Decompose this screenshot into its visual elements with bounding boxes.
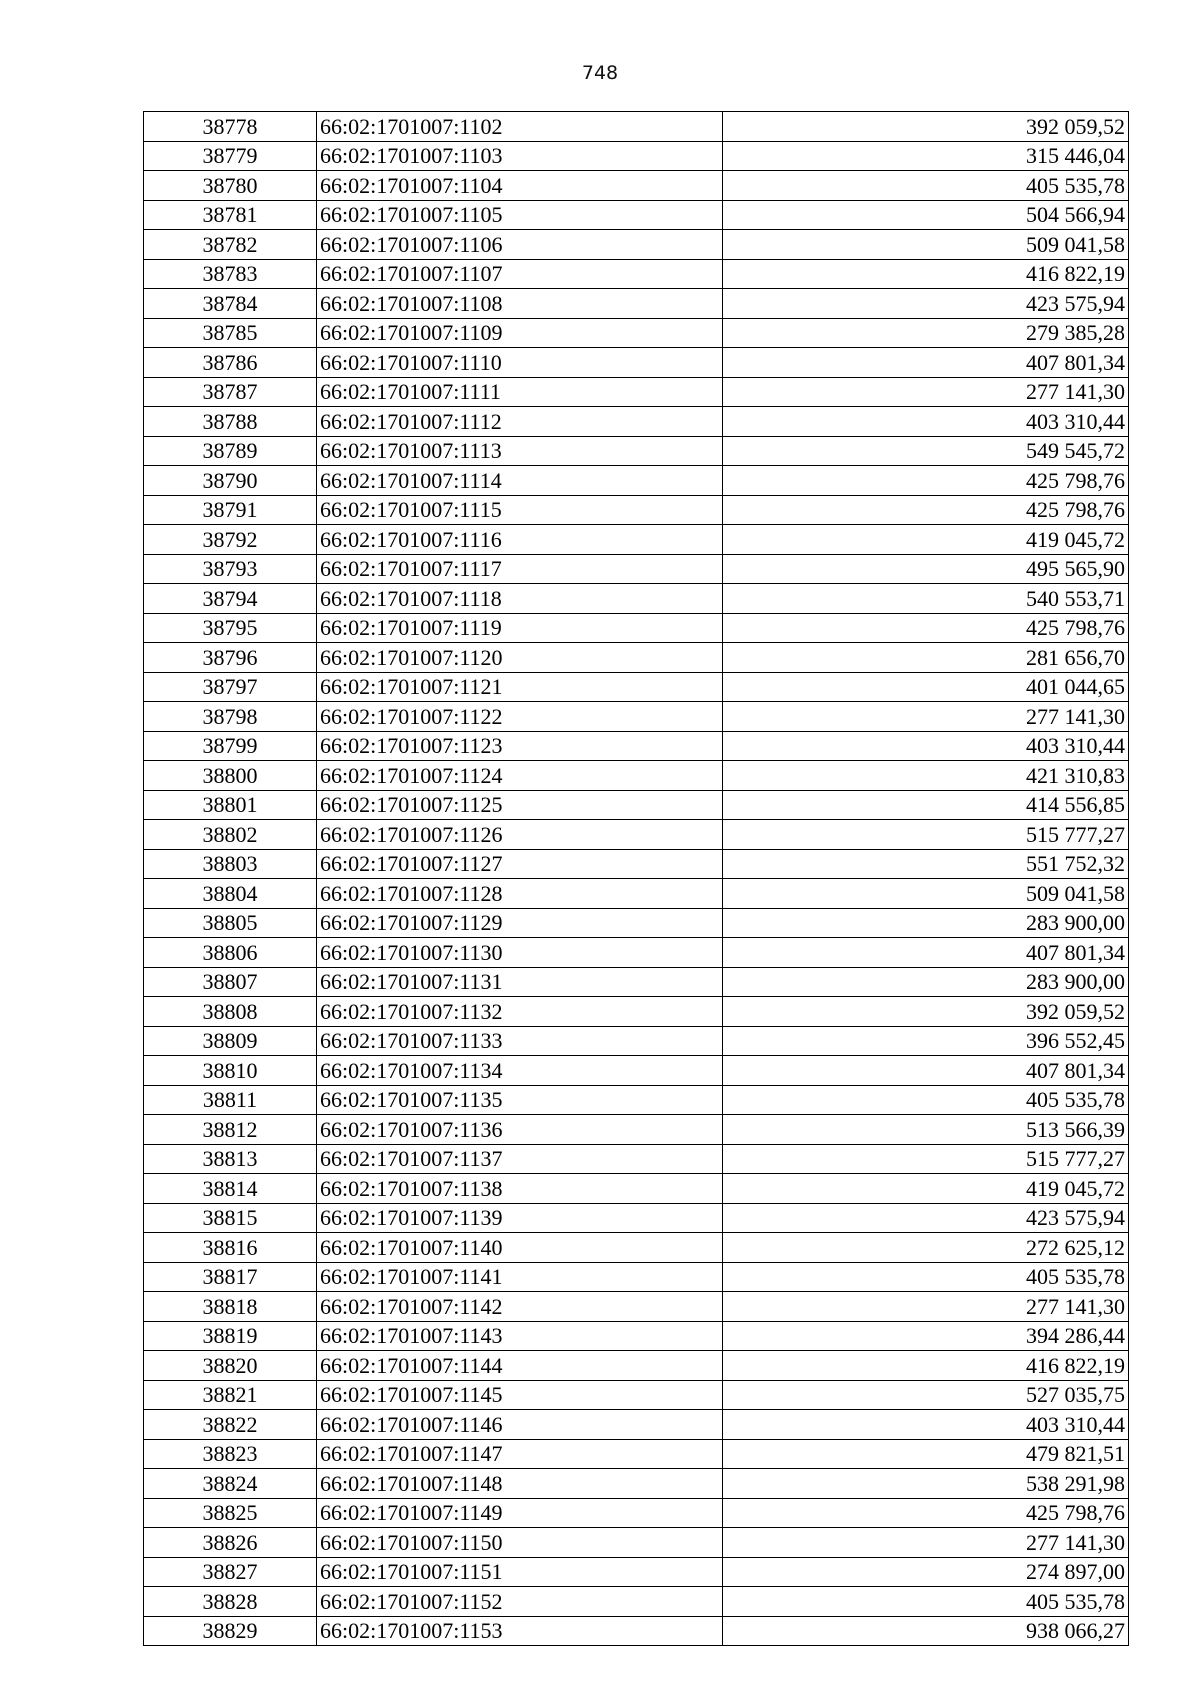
cadastral-value-table (143, 111, 1129, 1646)
cadastral-value-cell: 274 897,00 (723, 1557, 1129, 1587)
cadastral-number-cell: 66:02:1701007:1116 (317, 525, 723, 555)
cadastral-number-cell: 66:02:1701007:1127 (317, 849, 723, 879)
cadastral-value-cell: 938 066,27 (723, 1616, 1129, 1646)
cadastral-value-cell: 277 141,30 (723, 377, 1129, 407)
table-row (144, 554, 1129, 584)
cadastral-number-cell: 66:02:1701007:1110 (317, 348, 723, 378)
row-number-cell: 38821 (144, 1380, 317, 1410)
cadastral-number-cell: 66:02:1701007:1145 (317, 1380, 723, 1410)
table-row (144, 1203, 1129, 1233)
row-number-cell: 38801 (144, 790, 317, 820)
table-row (144, 643, 1129, 673)
cadastral-value-cell: 277 141,30 (723, 1292, 1129, 1322)
row-number-cell: 38779 (144, 141, 317, 171)
cadastral-value-cell: 423 575,94 (723, 1203, 1129, 1233)
row-number-cell: 38802 (144, 820, 317, 850)
cadastral-number-cell: 66:02:1701007:1102 (317, 112, 723, 142)
cadastral-value-cell: 425 798,76 (723, 613, 1129, 643)
row-number-cell: 38808 (144, 997, 317, 1027)
cadastral-value-cell: 423 575,94 (723, 289, 1129, 319)
row-number-cell: 38783 (144, 259, 317, 289)
cadastral-number-cell: 66:02:1701007:1113 (317, 436, 723, 466)
table-row (144, 1115, 1129, 1145)
cadastral-value-cell: 416 822,19 (723, 259, 1129, 289)
cadastral-value-cell: 515 777,27 (723, 820, 1129, 850)
row-number-cell: 38807 (144, 967, 317, 997)
row-number-cell: 38829 (144, 1616, 317, 1646)
cadastral-number-cell: 66:02:1701007:1118 (317, 584, 723, 614)
table-row (144, 731, 1129, 761)
cadastral-number-cell: 66:02:1701007:1109 (317, 318, 723, 348)
cadastral-number-cell: 66:02:1701007:1134 (317, 1056, 723, 1086)
table-row (144, 1351, 1129, 1381)
cadastral-value-cell: 407 801,34 (723, 348, 1129, 378)
row-number-cell: 38815 (144, 1203, 317, 1233)
table-row (144, 790, 1129, 820)
row-number-cell: 38813 (144, 1144, 317, 1174)
table-row (144, 141, 1129, 171)
row-number-cell: 38789 (144, 436, 317, 466)
cadastral-value-cell: 396 552,45 (723, 1026, 1129, 1056)
cadastral-number-cell: 66:02:1701007:1106 (317, 230, 723, 260)
table-row (144, 171, 1129, 201)
cadastral-number-cell: 66:02:1701007:1132 (317, 997, 723, 1027)
table-row (144, 1439, 1129, 1469)
table-row (144, 200, 1129, 230)
table-row (144, 820, 1129, 850)
cadastral-value-cell: 315 446,04 (723, 141, 1129, 171)
cadastral-number-cell: 66:02:1701007:1111 (317, 377, 723, 407)
table-row (144, 967, 1129, 997)
cadastral-number-cell: 66:02:1701007:1152 (317, 1587, 723, 1617)
cadastral-value-cell: 479 821,51 (723, 1439, 1129, 1469)
cadastral-value-cell: 421 310,83 (723, 761, 1129, 791)
cadastral-number-cell: 66:02:1701007:1117 (317, 554, 723, 584)
cadastral-value-cell: 405 535,78 (723, 1085, 1129, 1115)
table-row (144, 849, 1129, 879)
cadastral-number-cell: 66:02:1701007:1141 (317, 1262, 723, 1292)
row-number-cell: 38803 (144, 849, 317, 879)
table-row (144, 613, 1129, 643)
row-number-cell: 38784 (144, 289, 317, 319)
table-row (144, 1026, 1129, 1056)
cadastral-value-cell: 394 286,44 (723, 1321, 1129, 1351)
cadastral-number-cell: 66:02:1701007:1104 (317, 171, 723, 201)
table-row (144, 1321, 1129, 1351)
cadastral-number-cell: 66:02:1701007:1122 (317, 702, 723, 732)
cadastral-number-cell: 66:02:1701007:1105 (317, 200, 723, 230)
table-row (144, 1469, 1129, 1499)
table-row (144, 879, 1129, 909)
cadastral-number-cell: 66:02:1701007:1124 (317, 761, 723, 791)
cadastral-number-cell: 66:02:1701007:1146 (317, 1410, 723, 1440)
table-row (144, 672, 1129, 702)
table-row (144, 938, 1129, 968)
row-number-cell: 38816 (144, 1233, 317, 1263)
cadastral-value-cell: 509 041,58 (723, 879, 1129, 909)
cadastral-number-cell: 66:02:1701007:1128 (317, 879, 723, 909)
cadastral-number-cell: 66:02:1701007:1140 (317, 1233, 723, 1263)
table-row (144, 1085, 1129, 1115)
cadastral-value-cell: 425 798,76 (723, 1498, 1129, 1528)
table-row (144, 377, 1129, 407)
cadastral-number-cell: 66:02:1701007:1131 (317, 967, 723, 997)
cadastral-number-cell: 66:02:1701007:1135 (317, 1085, 723, 1115)
row-number-cell: 38788 (144, 407, 317, 437)
cadastral-number-cell: 66:02:1701007:1139 (317, 1203, 723, 1233)
cadastral-value-cell: 283 900,00 (723, 908, 1129, 938)
row-number-cell: 38798 (144, 702, 317, 732)
row-number-cell: 38791 (144, 495, 317, 525)
cadastral-number-cell: 66:02:1701007:1137 (317, 1144, 723, 1174)
cadastral-number-cell: 66:02:1701007:1107 (317, 259, 723, 289)
table-row (144, 1380, 1129, 1410)
table-row (144, 1056, 1129, 1086)
cadastral-value-cell: 419 045,72 (723, 1174, 1129, 1204)
table-row (144, 348, 1129, 378)
row-number-cell: 38800 (144, 761, 317, 791)
cadastral-value-cell: 392 059,52 (723, 997, 1129, 1027)
cadastral-number-cell: 66:02:1701007:1119 (317, 613, 723, 643)
cadastral-number-cell: 66:02:1701007:1150 (317, 1528, 723, 1558)
cadastral-value-cell: 504 566,94 (723, 200, 1129, 230)
row-number-cell: 38822 (144, 1410, 317, 1440)
cadastral-value-cell: 425 798,76 (723, 495, 1129, 525)
cadastral-value-cell: 540 553,71 (723, 584, 1129, 614)
cadastral-number-cell: 66:02:1701007:1112 (317, 407, 723, 437)
cadastral-number-cell: 66:02:1701007:1130 (317, 938, 723, 968)
cadastral-value-cell: 515 777,27 (723, 1144, 1129, 1174)
cadastral-value-cell: 407 801,34 (723, 1056, 1129, 1086)
table-row (144, 289, 1129, 319)
row-number-cell: 38785 (144, 318, 317, 348)
table-row (144, 997, 1129, 1027)
row-number-cell: 38820 (144, 1351, 317, 1381)
cadastral-value-cell: 281 656,70 (723, 643, 1129, 673)
cadastral-number-cell: 66:02:1701007:1114 (317, 466, 723, 496)
cadastral-value-cell: 401 044,65 (723, 672, 1129, 702)
cadastral-number-cell: 66:02:1701007:1143 (317, 1321, 723, 1351)
table-row (144, 702, 1129, 732)
cadastral-number-cell: 66:02:1701007:1149 (317, 1498, 723, 1528)
row-number-cell: 38793 (144, 554, 317, 584)
cadastral-number-cell: 66:02:1701007:1151 (317, 1557, 723, 1587)
row-number-cell: 38787 (144, 377, 317, 407)
cadastral-number-cell: 66:02:1701007:1125 (317, 790, 723, 820)
cadastral-value-cell: 277 141,30 (723, 1528, 1129, 1558)
row-number-cell: 38799 (144, 731, 317, 761)
table-row (144, 1557, 1129, 1587)
cadastral-value-cell: 509 041,58 (723, 230, 1129, 260)
row-number-cell: 38810 (144, 1056, 317, 1086)
row-number-cell: 38794 (144, 584, 317, 614)
table-body (144, 112, 1129, 1646)
table-row (144, 1233, 1129, 1263)
cadastral-value-cell: 405 535,78 (723, 1587, 1129, 1617)
cadastral-number-cell: 66:02:1701007:1121 (317, 672, 723, 702)
row-number-cell: 38817 (144, 1262, 317, 1292)
cadastral-value-cell: 425 798,76 (723, 466, 1129, 496)
cadastral-value-cell: 549 545,72 (723, 436, 1129, 466)
table-row (144, 259, 1129, 289)
cadastral-value-cell: 279 385,28 (723, 318, 1129, 348)
cadastral-value-cell: 513 566,39 (723, 1115, 1129, 1145)
table-row (144, 318, 1129, 348)
table-row (144, 1616, 1129, 1646)
row-number-cell: 38825 (144, 1498, 317, 1528)
row-number-cell: 38804 (144, 879, 317, 909)
row-number-cell: 38805 (144, 908, 317, 938)
page-number: 748 (581, 62, 619, 84)
cadastral-number-cell: 66:02:1701007:1115 (317, 495, 723, 525)
table-row (144, 525, 1129, 555)
cadastral-value-cell: 416 822,19 (723, 1351, 1129, 1381)
cadastral-value-cell: 403 310,44 (723, 731, 1129, 761)
cadastral-number-cell: 66:02:1701007:1108 (317, 289, 723, 319)
cadastral-value-cell: 419 045,72 (723, 525, 1129, 555)
table-row (144, 1174, 1129, 1204)
table-row (144, 1144, 1129, 1174)
table-row (144, 230, 1129, 260)
cadastral-value-cell: 527 035,75 (723, 1380, 1129, 1410)
table-row (144, 1587, 1129, 1617)
cadastral-value-cell: 538 291,98 (723, 1469, 1129, 1499)
table-row (144, 407, 1129, 437)
cadastral-number-cell: 66:02:1701007:1123 (317, 731, 723, 761)
table-row (144, 495, 1129, 525)
table-row (144, 1498, 1129, 1528)
row-number-cell: 38812 (144, 1115, 317, 1145)
row-number-cell: 38806 (144, 938, 317, 968)
row-number-cell: 38795 (144, 613, 317, 643)
cadastral-number-cell: 66:02:1701007:1148 (317, 1469, 723, 1499)
row-number-cell: 38782 (144, 230, 317, 260)
cadastral-value-cell: 277 141,30 (723, 702, 1129, 732)
table-row (144, 436, 1129, 466)
cadastral-number-cell: 66:02:1701007:1147 (317, 1439, 723, 1469)
row-number-cell: 38778 (144, 112, 317, 142)
table-row (144, 1292, 1129, 1322)
table-row (144, 466, 1129, 496)
row-number-cell: 38827 (144, 1557, 317, 1587)
cadastral-number-cell: 66:02:1701007:1136 (317, 1115, 723, 1145)
cadastral-value-cell: 414 556,85 (723, 790, 1129, 820)
cadastral-number-cell: 66:02:1701007:1126 (317, 820, 723, 850)
row-number-cell: 38824 (144, 1469, 317, 1499)
row-number-cell: 38811 (144, 1085, 317, 1115)
row-number-cell: 38790 (144, 466, 317, 496)
table-row (144, 761, 1129, 791)
cadastral-value-cell: 272 625,12 (723, 1233, 1129, 1263)
table-row (144, 584, 1129, 614)
cadastral-number-cell: 66:02:1701007:1138 (317, 1174, 723, 1204)
cadastral-number-cell: 66:02:1701007:1103 (317, 141, 723, 171)
table-row (144, 1262, 1129, 1292)
cadastral-value-cell: 392 059,52 (723, 112, 1129, 142)
row-number-cell: 38780 (144, 171, 317, 201)
cadastral-value-cell: 403 310,44 (723, 1410, 1129, 1440)
row-number-cell: 38818 (144, 1292, 317, 1322)
row-number-cell: 38781 (144, 200, 317, 230)
cadastral-number-cell: 66:02:1701007:1133 (317, 1026, 723, 1056)
cadastral-number-cell: 66:02:1701007:1144 (317, 1351, 723, 1381)
row-number-cell: 38796 (144, 643, 317, 673)
cadastral-number-cell: 66:02:1701007:1120 (317, 643, 723, 673)
row-number-cell: 38814 (144, 1174, 317, 1204)
cadastral-value-cell: 407 801,34 (723, 938, 1129, 968)
row-number-cell: 38819 (144, 1321, 317, 1351)
table-row (144, 1410, 1129, 1440)
cadastral-value-cell: 551 752,32 (723, 849, 1129, 879)
cadastral-value-cell: 405 535,78 (723, 1262, 1129, 1292)
cadastral-number-cell: 66:02:1701007:1153 (317, 1616, 723, 1646)
table-row (144, 908, 1129, 938)
row-number-cell: 38823 (144, 1439, 317, 1469)
cadastral-value-cell: 283 900,00 (723, 967, 1129, 997)
cadastral-value-cell: 405 535,78 (723, 171, 1129, 201)
row-number-cell: 38809 (144, 1026, 317, 1056)
table-row (144, 112, 1129, 142)
row-number-cell: 38828 (144, 1587, 317, 1617)
cadastral-value-cell: 403 310,44 (723, 407, 1129, 437)
row-number-cell: 38792 (144, 525, 317, 555)
cadastral-number-cell: 66:02:1701007:1142 (317, 1292, 723, 1322)
row-number-cell: 38826 (144, 1528, 317, 1558)
row-number-cell: 38797 (144, 672, 317, 702)
row-number-cell: 38786 (144, 348, 317, 378)
cadastral-value-cell: 495 565,90 (723, 554, 1129, 584)
cadastral-number-cell: 66:02:1701007:1129 (317, 908, 723, 938)
table-row (144, 1528, 1129, 1558)
